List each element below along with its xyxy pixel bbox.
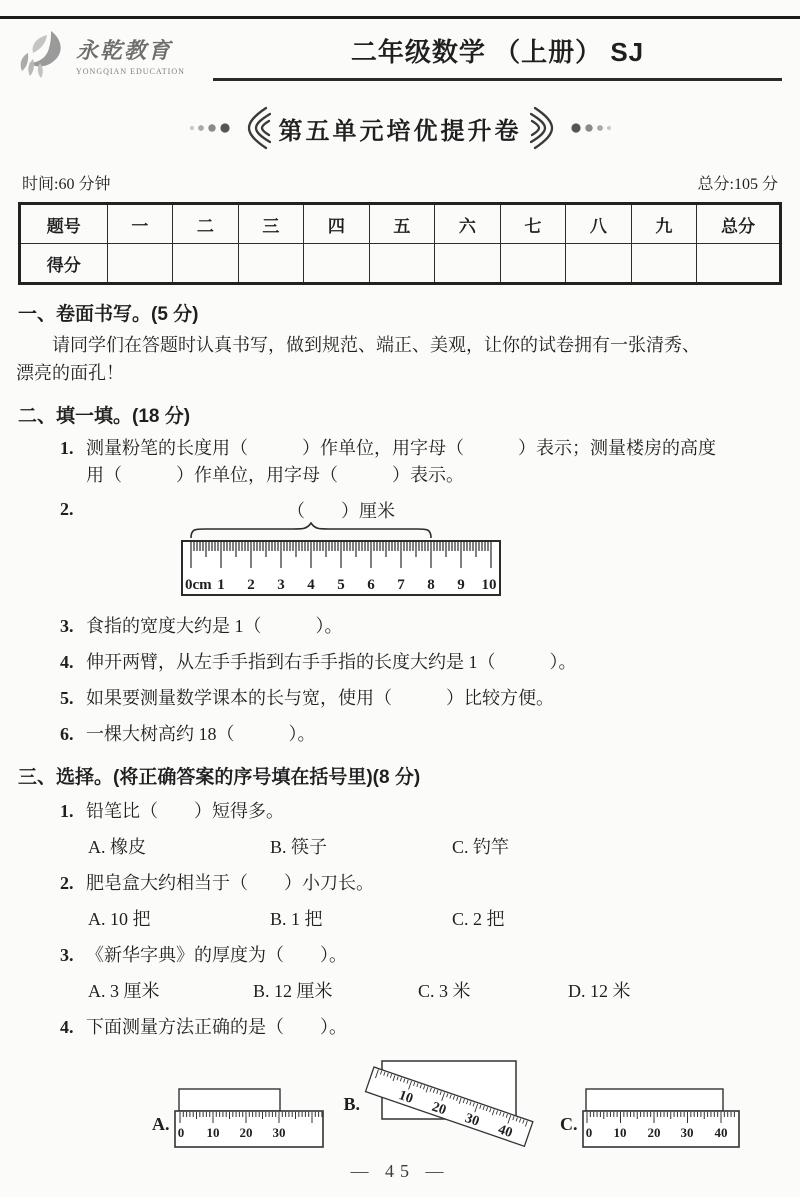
option-b: B. 12 厘米: [253, 981, 333, 1001]
question-line: 用（ ）作单位，用字母（ ）表示。: [86, 465, 464, 485]
question-2-6: [60, 721, 786, 748]
question-text: 肥皂盒大约相当于（ ）小刀长。: [86, 873, 374, 893]
ruler-label: 10: [481, 577, 497, 593]
cell-col: 一: [107, 204, 173, 244]
ruler-label: 30: [680, 1125, 694, 1140]
cell-col: 六: [435, 204, 501, 244]
question-number: 4.: [60, 652, 74, 672]
table-row-question-numbers: [20, 204, 781, 244]
question-number: 1.: [60, 438, 74, 458]
option-c: C. 2 把: [452, 909, 505, 929]
brace-icon: [181, 522, 501, 540]
ruler-label: 40: [714, 1125, 728, 1140]
question-2-1: [60, 435, 786, 489]
question-text: 伸开两臂，从左手手指到右手手指的长度大约是 1（ ）。: [86, 652, 577, 672]
page-header: [0, 19, 800, 81]
question-number: 5.: [60, 688, 74, 708]
ruler-label: 3: [277, 577, 285, 593]
option-b: B. 筷子: [270, 837, 328, 857]
cell-col: 五: [369, 204, 435, 244]
dots-left-icon: [187, 121, 235, 135]
question-3-4: [60, 1014, 786, 1041]
cell-col: 八: [566, 204, 632, 244]
options-row: [88, 906, 800, 933]
phoenix-logo-icon: [18, 29, 70, 81]
paper-title: 第五单元培优提升卷: [278, 117, 522, 145]
score-table: [18, 202, 782, 285]
figure-b-label: B.: [343, 1094, 361, 1114]
ruler-label: 9: [457, 577, 465, 593]
page-number: — 45 —: [350, 1161, 450, 1181]
paper-title-banner: [0, 105, 800, 151]
question-2-4: [60, 649, 786, 676]
bracket-left-icon: [243, 105, 271, 151]
figure-a-ruler: [174, 1077, 324, 1149]
option-a: A. 3 厘米: [88, 981, 160, 1001]
ruler-label: 0: [585, 1125, 592, 1140]
table-row-scores: [20, 244, 781, 284]
question-2-2: [60, 496, 786, 604]
ruler-label: 30: [272, 1125, 285, 1140]
figure-c-label: C.: [560, 1114, 578, 1134]
figure-b: [344, 1049, 541, 1149]
cell-empty: [500, 244, 566, 284]
cell-empty: [369, 244, 435, 284]
paragraph-line: 漂亮的面孔！: [16, 363, 124, 383]
option-c: C. 3 米: [418, 981, 471, 1001]
question-number: 1.: [60, 801, 74, 821]
option-a: A. 10 把: [88, 909, 151, 929]
question-text: 《新华字典》的厚度为（ ）。: [86, 945, 347, 965]
question-2-5: [60, 685, 786, 712]
ruler-label: 4: [307, 577, 315, 593]
ruler-label: 5: [337, 577, 345, 593]
time-limit: 时间:60 分钟: [22, 176, 111, 193]
ruler-label: 1: [217, 577, 225, 593]
options-row: [88, 834, 800, 861]
cell-empty: [238, 244, 304, 284]
measurement-figures: [152, 1049, 800, 1149]
ruler-figure: [86, 496, 786, 604]
question-2-3: [60, 613, 786, 640]
logo-text: [76, 34, 185, 76]
question-3-2: [60, 870, 786, 897]
cell-label: 得分: [20, 244, 108, 284]
cell-empty: [435, 244, 501, 284]
question-3-1: [60, 798, 786, 825]
question-number: 3.: [60, 616, 74, 636]
ruler-label: 10: [206, 1125, 219, 1140]
option-a: A. 橡皮: [88, 837, 146, 857]
logo-name: 永乾教育: [76, 38, 173, 63]
question-text: [86, 435, 786, 489]
figure-c: [560, 1077, 740, 1149]
ruler-label: 20: [647, 1125, 661, 1140]
course-title: 二年级数学 （上册） SJ: [350, 37, 645, 67]
ruler-10cm: [181, 540, 501, 596]
cell-col: 七: [500, 204, 566, 244]
ruler-label: 2: [247, 577, 255, 593]
section1-heading: 一、卷面书写。(5 分): [18, 304, 199, 325]
section2-heading: 二、填一填。(18 分): [18, 406, 191, 427]
question-number: 2.: [60, 499, 74, 519]
logo-subtitle: YONGQIAN EDUCATION: [76, 67, 185, 76]
options-row: [88, 978, 800, 1005]
question-text: 如果要测量数学课本的长与宽，使用（ ）比较方便。: [86, 688, 554, 708]
cell-empty: [631, 244, 697, 284]
publisher-logo: [18, 29, 213, 81]
ruler-label: 0: [177, 1125, 184, 1140]
cell-empty: [566, 244, 632, 284]
cell-col: 总分: [697, 204, 781, 244]
ruler-label: 10: [613, 1125, 627, 1140]
ruler-label: 30: [462, 1110, 482, 1130]
figure-c-ruler: [582, 1077, 740, 1149]
exam-page: [0, 16, 800, 1197]
figure-a: [152, 1077, 324, 1149]
ruler-label: 6: [367, 577, 375, 593]
ruler-label: 8: [427, 577, 435, 593]
paragraph-line: 请同学们在答题时认真书写，做到规范、端正、美观，让你的试卷拥有一张清秀、: [52, 335, 700, 355]
dots-right-icon: [566, 121, 614, 135]
question-line: 测量粉笔的长度用（ ）作单位，用字母（ ）表示；测量楼房的高度: [86, 438, 716, 458]
cell-empty: [107, 244, 173, 284]
cell-col: 二: [173, 204, 239, 244]
ruler-label: 7: [397, 577, 405, 593]
question-text: 铅笔比（ ）短得多。: [86, 801, 284, 821]
question-text: 下面测量方法正确的是（ ）。: [86, 1017, 347, 1037]
cell-empty: [697, 244, 781, 284]
question-3-3: [60, 942, 786, 969]
question-text: 一棵大树高约 18（ ）。: [86, 724, 316, 744]
ruler-label: 0cm: [185, 577, 212, 593]
cell-empty: [304, 244, 370, 284]
cell-col: 三: [238, 204, 304, 244]
section3-heading: 三、选择。(将正确答案的序号填在括号里)(8 分): [18, 767, 421, 788]
meta-row: [0, 171, 800, 194]
cell-col: 四: [304, 204, 370, 244]
section1-paragraph: [0, 331, 800, 387]
option-d: D. 12 米: [568, 981, 631, 1001]
ruler-caption: （ ）厘米: [287, 501, 395, 521]
option-b: B. 1 把: [270, 909, 323, 929]
figure-b-ruler: [364, 1049, 540, 1149]
course-title-bar: [213, 32, 782, 81]
bracket-right-icon: [530, 105, 558, 151]
cell-empty: [173, 244, 239, 284]
question-number: 2.: [60, 873, 74, 893]
ruler-label: 20: [429, 1099, 448, 1119]
ruler-label: 40: [496, 1122, 515, 1142]
question-text: 食指的宽度大约是 1（ ）。: [86, 616, 343, 636]
cell-col: 九: [631, 204, 697, 244]
option-c: C. 钓竿: [452, 837, 510, 857]
question-number: 4.: [60, 1017, 74, 1037]
ruler-label: 10: [396, 1088, 415, 1107]
cell-label: 题号: [20, 204, 108, 244]
ruler-label: 20: [239, 1125, 252, 1140]
question-number: 6.: [60, 724, 74, 744]
question-number: 3.: [60, 945, 74, 965]
total-score: 总分:105 分: [697, 176, 778, 193]
figure-a-label: A.: [152, 1114, 170, 1134]
